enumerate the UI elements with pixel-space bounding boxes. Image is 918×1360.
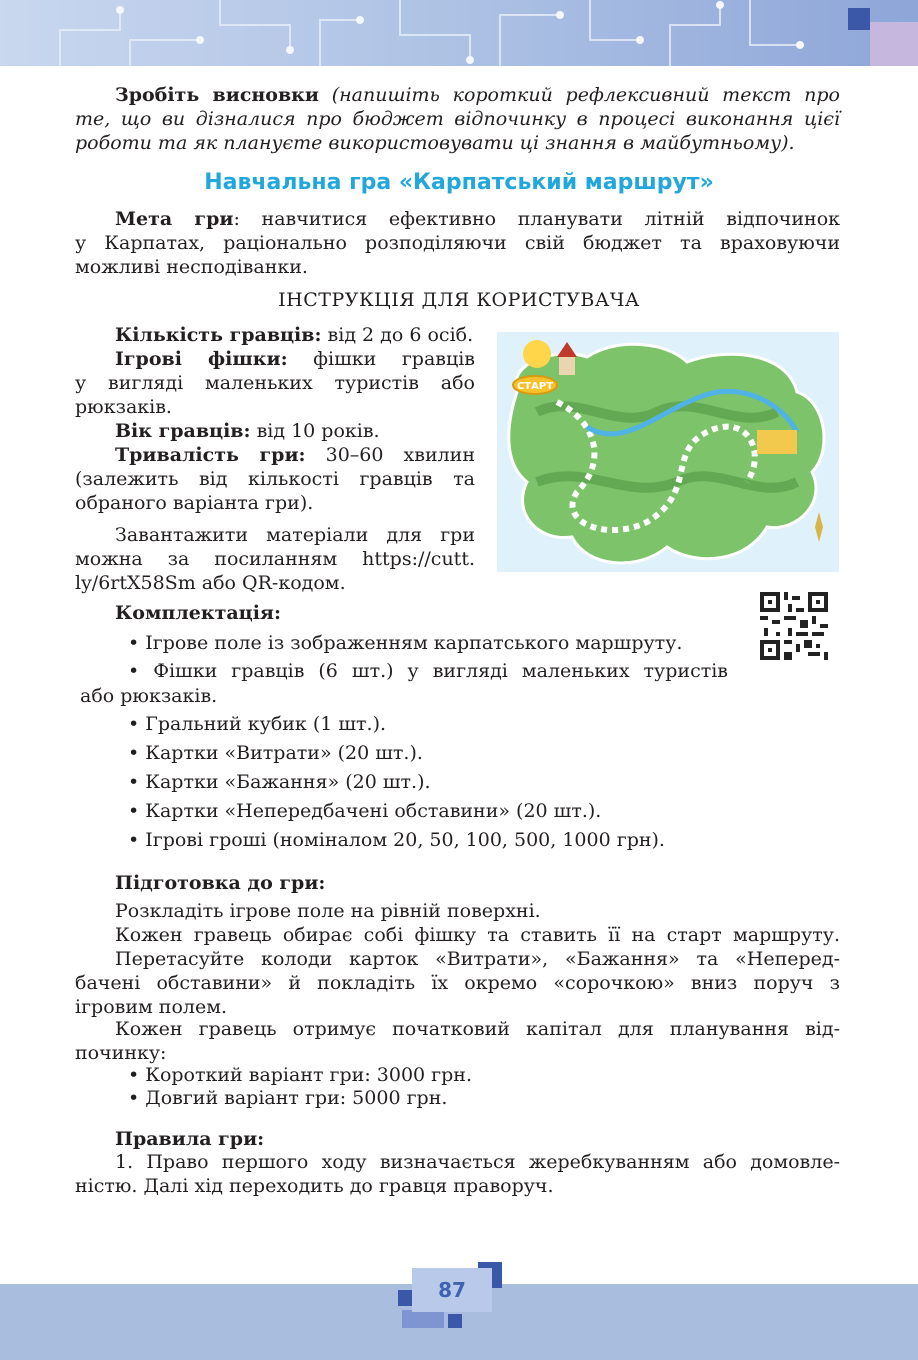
chips-line-1	[75, 347, 475, 371]
players-label: Кількість гравців:	[115, 324, 322, 346]
decor-square	[402, 1310, 444, 1328]
players-count	[75, 323, 475, 347]
decor-square	[848, 8, 870, 30]
prep-p3-line-3: ігровим полем.	[75, 996, 228, 1018]
prep-p1: Розкладіть ігрове поле на рівній поверхні.	[115, 900, 541, 922]
kit-heading: Комплектація:	[115, 602, 281, 624]
start-label: СТАРТ	[516, 381, 554, 392]
circuit-pattern	[0, 0, 918, 66]
rule-1-line-1: 1. Право першого ходу визначається жеребкуванням або домовле-	[115, 1151, 840, 1173]
download-line-2: можна за посиланням https://cutt.	[75, 548, 475, 570]
prep-heading: Підготовка до гри:	[115, 872, 326, 894]
intro-line-1	[75, 83, 840, 107]
kit-item-continuation: або рюкзаків.	[80, 685, 218, 707]
rules-heading: Правила гри:	[115, 1128, 265, 1150]
chips-line-3: рюкзаків.	[75, 396, 172, 418]
download-line-3: ly/6rtX58Sm або QR-кодом.	[75, 572, 346, 594]
download-line-1: Завантажити матеріали для гри	[115, 524, 475, 546]
rule-1-line-2: ністю. Далі хід переходить до гравця праворуч.	[75, 1175, 554, 1197]
players-value: від 2 до 6 осіб.	[321, 324, 474, 346]
duration-line-1	[75, 443, 475, 467]
kit-item: • Картки «Витрати» (20 шт.).	[128, 742, 423, 764]
prep-p4-line-1: Кожен гравець отримує початковий капітал для планування від-	[115, 1018, 840, 1040]
kit-item: • Гральний кубик (1 шт.).	[128, 713, 387, 735]
kit-item: • Фішки гравців (6 шт.) у вигляді маленьких туристів	[128, 660, 728, 682]
intro-italic: (напишіть короткий рефлексивний текст про	[331, 84, 840, 106]
page-header-band	[0, 0, 918, 66]
goal-line-3: можливі несподіванки.	[75, 256, 308, 278]
chips-value: фішки гравців	[287, 348, 475, 370]
decor-square	[398, 1290, 412, 1306]
prep-option: • Короткий варіант гри: 3000 грн.	[128, 1064, 472, 1086]
instruction-heading: ІНСТРУКЦІЯ ДЛЯ КОРИСТУВАЧА	[278, 289, 640, 311]
prep-p3-line-2: бачені обставини» й покладіть їх окремо «сорочкою» вниз поруч з	[75, 972, 840, 994]
goal-text: : навчитися ефективно планувати літній відпочинок	[233, 208, 841, 230]
decor-square	[870, 22, 918, 66]
goal-label: Мета гри	[115, 208, 234, 230]
chips-line-2: у вигляді маленьких туристів або	[75, 372, 475, 394]
kit-item: • Картки «Бажання» (20 шт.).	[128, 771, 431, 793]
prep-p2: Кожен гравець обирає собі фішку та ставить її на старт маршруту.	[115, 924, 840, 946]
duration-label: Тривалість гри:	[115, 444, 306, 466]
age-label: Вік гравців:	[115, 420, 251, 442]
chips-label: Ігрові фішки:	[115, 348, 288, 370]
goal-line-1	[75, 207, 840, 231]
game-title: Навчальна гра «Карпатський маршрут»	[204, 170, 714, 195]
goal-line-2: у Карпатах, раціонально розподіляючи свій бюджет та враховуючи	[75, 232, 840, 254]
intro-bold: Зробіть висновки	[115, 84, 319, 106]
kit-item: • Ігрове поле із зображенням карпатського маршруту.	[128, 632, 683, 654]
page-number: 87	[412, 1268, 492, 1312]
duration-line-3: обраного варіанта гри).	[75, 492, 314, 514]
kit-item: • Ігрові гроші (номіналом 20, 50, 100, 500, 1000 грн).	[128, 829, 665, 851]
intro-line-2: те, що ви дізналися про бюджет відпочинку в процесі виконання цієї	[75, 108, 840, 130]
game-board-image	[497, 332, 839, 572]
duration-value: 30–60 хвилин	[305, 444, 476, 466]
prep-p3-line-1: Перетасуйте колоди карток «Витрати», «Бажання» та «Неперед-	[115, 948, 840, 970]
qr-code	[760, 592, 828, 660]
age	[75, 419, 475, 443]
prep-p4-line-2: починку:	[75, 1042, 167, 1064]
decor-square	[448, 1314, 462, 1328]
age-value: від 10 років.	[250, 420, 380, 442]
kit-item: • Картки «Непередбачені обставини» (20 шт.).	[128, 800, 602, 822]
prep-option: • Довгий варіант гри: 5000 грн.	[128, 1087, 448, 1109]
duration-line-2: (залежить від кількості гравців та	[75, 468, 475, 490]
intro-line-3: роботи та як плануєте використовувати ці знання в майбутньому).	[75, 132, 795, 154]
